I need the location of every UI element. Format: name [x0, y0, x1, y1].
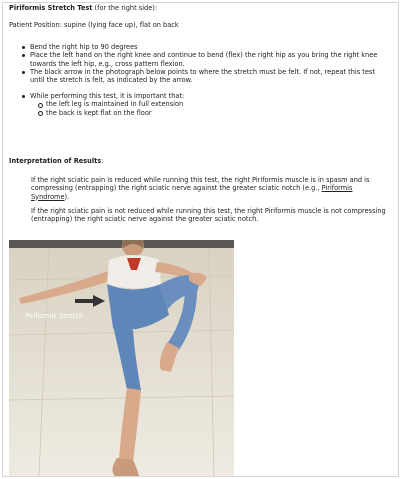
- stretch-photo: [9, 240, 234, 476]
- title-rest: (for the right side):: [92, 4, 158, 12]
- check-item: the left leg is maintained in full extension: [30, 100, 384, 108]
- title-bold: Piriformis Stretch Test: [9, 4, 93, 12]
- interpretation-heading: [9, 157, 394, 165]
- step-item: Bend the right hip to 90 degrees: [22, 43, 384, 51]
- step-item: Place the left hand on the right knee and continue to bend (flex) the right hip as you bring the right knee towards the left hip, e.g., cross pattern flexion.: [22, 51, 384, 68]
- piriformis-syndrome-link[interactable]: Piriformis Syndrome: [31, 184, 353, 201]
- step-item: The black arrow in the photograph below points to where the stretch must be felt. If not, repeat this test until the stretch is felt, as indicated by the arrow.: [22, 68, 384, 85]
- interpretation-p1-end: ).: [64, 192, 70, 201]
- interpretation-paragraph-1: [31, 176, 387, 201]
- interpretation-p1-text: If the right sciatic pain is reduced while running this test, the right Piriformis muscle is in spasm and is compressing (entrapping) the right sciatic nerve against the greater sciatic notch (e.g.,: [31, 176, 370, 193]
- checks-sublist: [30, 100, 384, 117]
- checks-intro: [22, 92, 384, 117]
- interpretation-paragraph-2: If the right sciatic pain is not reduced while running this test, the right Piriformis muscle is not compressing (entrapping) the right sciatic nerve against the greater sciatic notch.: [31, 207, 386, 224]
- checks-list: [22, 92, 384, 117]
- interpretation-heading-text: Interpretation of Results: [9, 157, 102, 165]
- patient-position: Patient Position: supine (lying face up), flat on back: [9, 21, 179, 29]
- checks-intro-text: While performing this test, it is important that:: [30, 92, 185, 100]
- interpretation-heading-colon: :: [101, 157, 104, 165]
- stretch-photo-drawing: [9, 240, 234, 476]
- steps-list: [22, 43, 384, 84]
- page-title: [9, 4, 394, 12]
- check-item: the back is kept flat on the floor: [30, 109, 384, 117]
- photo-caption: Piriformis Stretch: [25, 312, 84, 320]
